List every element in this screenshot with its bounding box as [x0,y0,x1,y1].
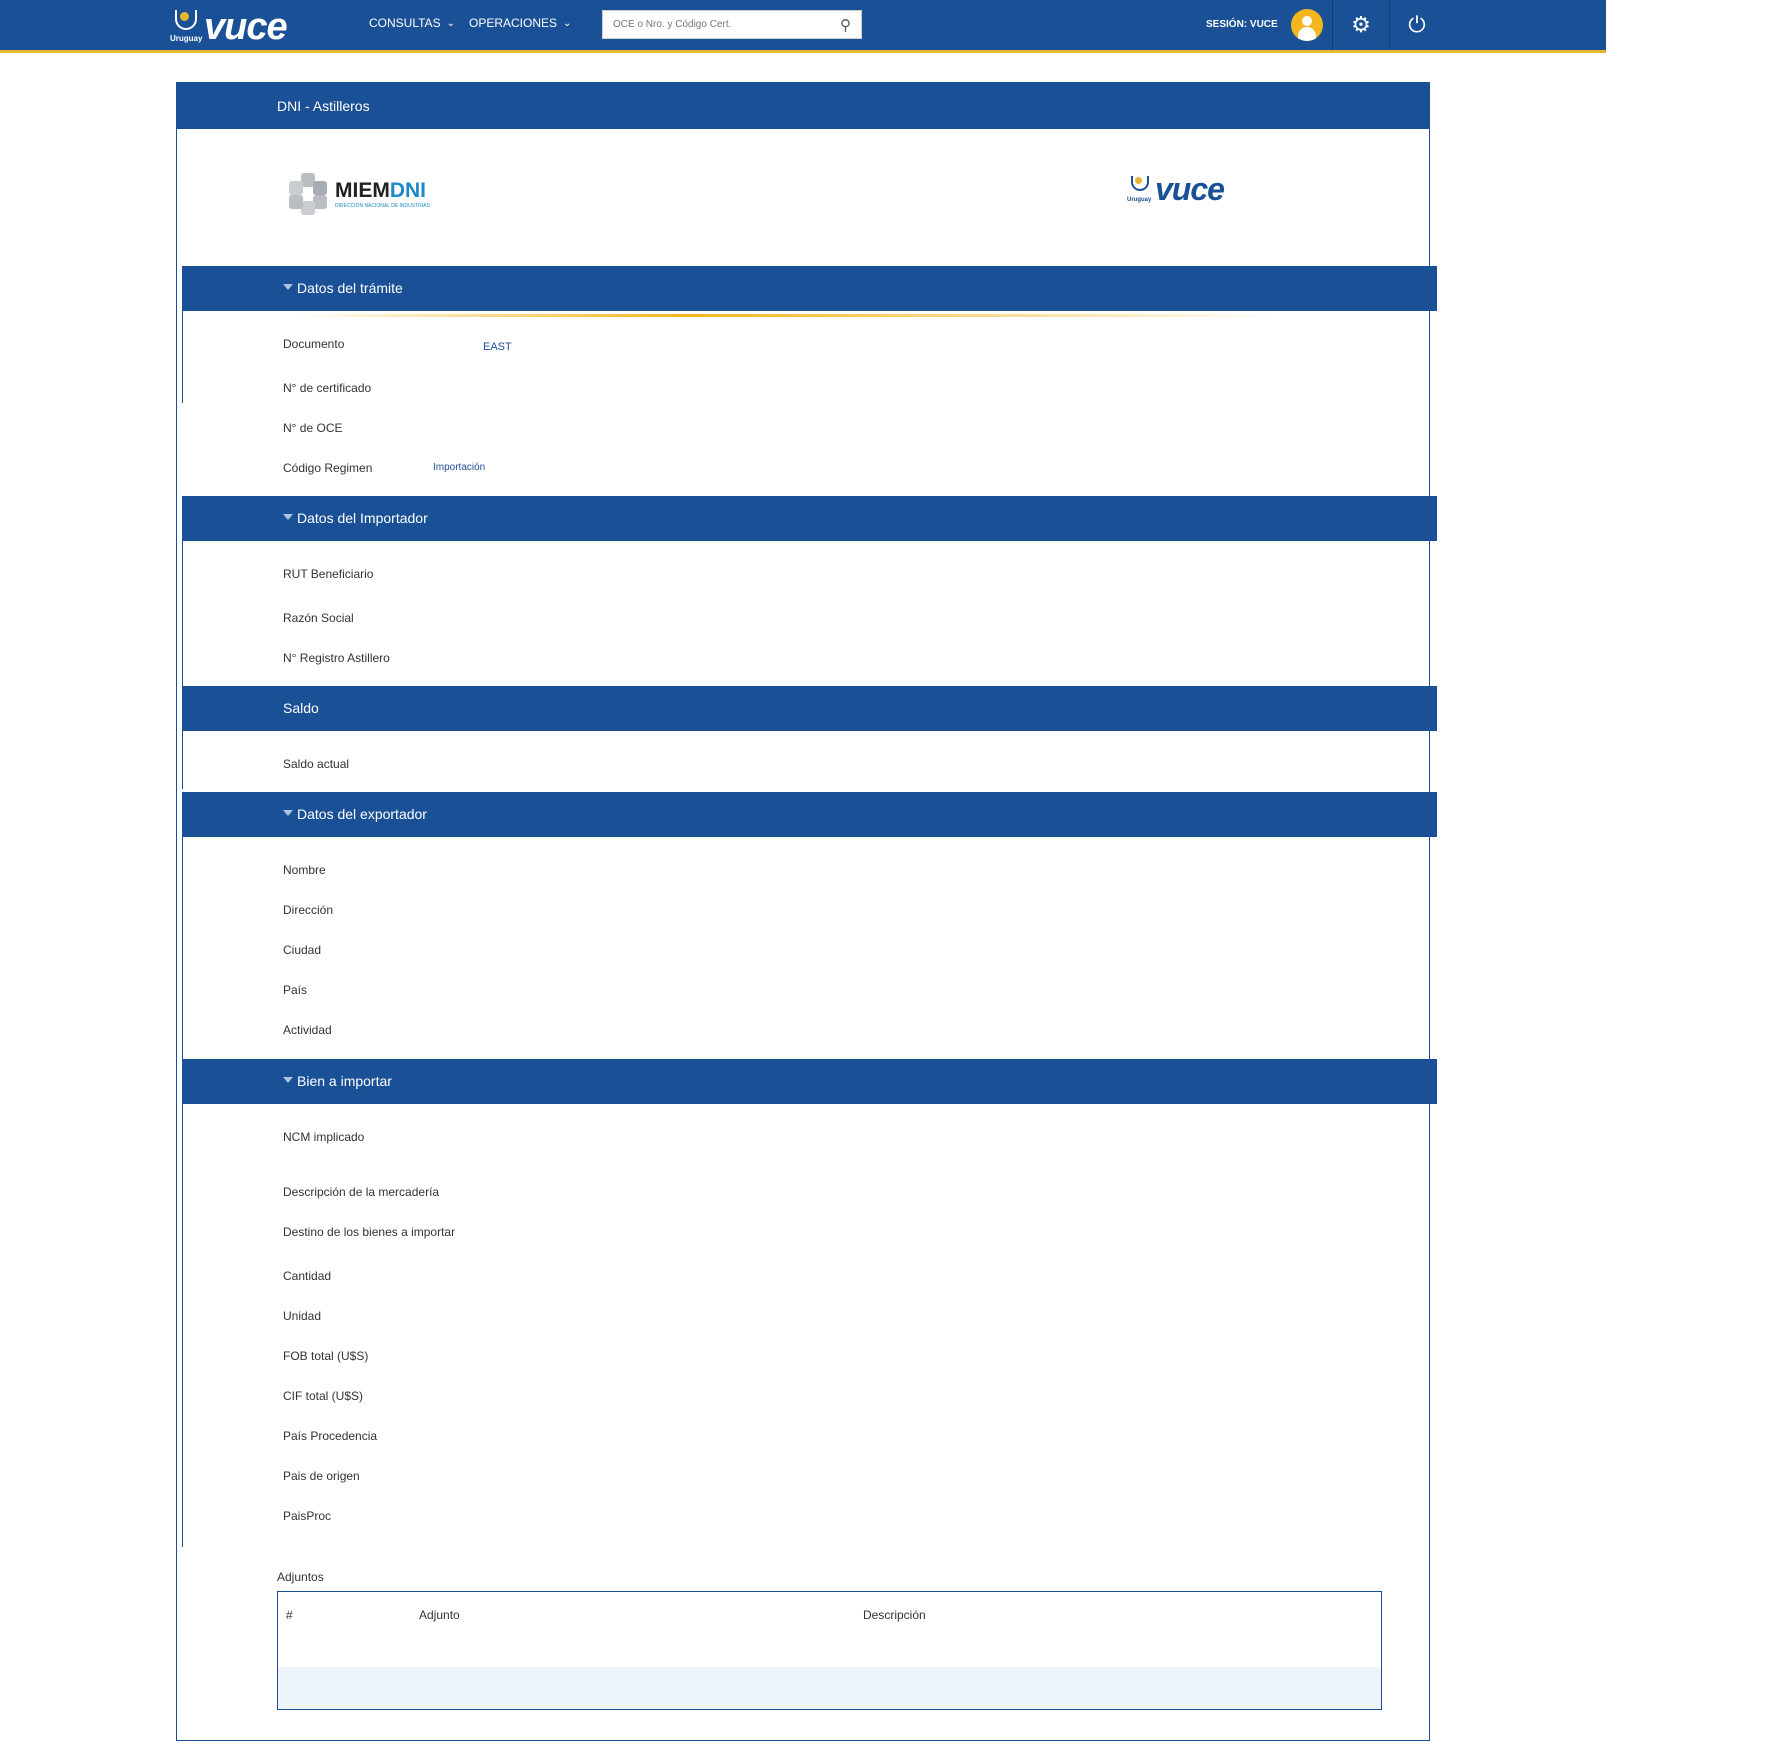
field-ncm-label: NCM implicado [283,1130,365,1144]
field-direccion-label: Dirección [283,903,334,917]
field-saldo-label: Saldo actual [283,757,350,771]
field-regimen-value: Importación [433,462,486,473]
column-header-number: # [286,1608,293,1622]
panel-title: DNI - Astilleros [277,98,370,114]
divider [182,1104,183,1547]
field-documento-value: EAST [483,341,512,353]
caret-down-icon [283,284,293,290]
section-bien-importar[interactable] [182,1059,1437,1104]
field-actividad-label: Actividad [283,1023,332,1037]
section-title: Datos del Importador [297,510,428,526]
field-paisproc-label: PaisProc [283,1509,332,1523]
divider [1389,0,1390,50]
session-label: SESIÓN: VUCE [1206,19,1278,30]
section-title: Bien a importar [297,1073,392,1089]
nav-operaciones[interactable] [469,16,571,30]
section-saldo [182,686,1437,731]
nav-consultas[interactable] [369,16,455,30]
search-box [602,10,862,39]
field-regimen-label: Código Regimen [283,461,373,475]
flower-icon [285,171,331,217]
miem-logo [285,171,430,217]
uruguay-sun-icon [170,6,203,46]
gear-icon[interactable]: ⚙ [1351,12,1371,37]
column-header-descripcion: Descripción [863,1608,926,1622]
divider [182,541,183,686]
field-fob-label: FOB total (U$S) [283,1349,369,1363]
banner-country: Uruguay [1127,197,1152,203]
section-datos-exportador[interactable] [182,792,1437,837]
agency-banner [285,171,1285,251]
power-icon[interactable]: ⏻ [1408,12,1426,37]
field-pais-label: País [283,983,308,997]
divider [182,837,183,1059]
field-oce-label: N° de OCE [283,421,343,435]
chevron-down-icon: ⌄ [446,17,455,29]
miem-subtitle: DIRECCIÓN NACIONAL DE INDUSTRIAS [335,203,430,209]
caret-down-icon [283,810,293,816]
section-title: Saldo [283,700,319,716]
banner-divider [295,314,1275,317]
attachments-label: Adjuntos [277,1570,324,1584]
field-documento-label: Documento [283,337,345,351]
column-header-adjunto: Adjunto [419,1608,460,1622]
logo-word: vuce [204,6,287,48]
attachments-table [277,1591,1382,1710]
avatar[interactable] [1291,9,1323,41]
field-razon-label: Razón Social [283,611,354,625]
divider [1332,0,1333,50]
search-input[interactable] [603,11,838,38]
divider [182,311,183,403]
vuce-logo[interactable] [172,6,287,46]
field-cantidad-label: Cantidad [283,1269,332,1283]
banner-vuce-word: vuce [1155,171,1224,207]
uruguay-sun-icon [1127,173,1152,205]
field-nombre-label: Nombre [283,863,326,877]
miem-title: MIEM [335,179,390,202]
divider [182,731,183,789]
vuce-banner-logo [1129,173,1224,205]
field-destino-label: Destino de los bienes a importar [283,1225,456,1239]
chevron-down-icon: ⌄ [563,17,572,29]
section-datos-importador[interactable] [182,496,1437,541]
field-cif-label: CIF total (U$S) [283,1389,364,1403]
field-descripcion-label: Descripción de la mercadería [283,1185,440,1199]
nav-consultas-label: CONSULTAS [369,16,441,30]
field-certificado-label: N° de certificado [283,381,372,395]
nav-operaciones-label: OPERACIONES [469,16,558,30]
field-registro-label: N° Registro Astillero [283,651,390,665]
dni-title: DNI [389,179,426,202]
search-icon[interactable]: ⚲ [840,17,851,34]
section-title: Datos del exportador [297,806,427,822]
field-ciudad-label: Ciudad [283,943,322,957]
field-procedencia-label: País Procedencia [283,1429,378,1443]
logo-country: Uruguay [170,34,203,43]
section-title: Datos del trámite [297,280,403,296]
field-rut-label: RUT Beneficiario [283,567,374,581]
section-datos-tramite[interactable] [182,266,1437,311]
top-navbar [0,0,1606,53]
field-unidad-label: Unidad [283,1309,322,1323]
caret-down-icon [283,514,293,520]
panel-header [177,83,1429,129]
table-row [278,1667,1381,1709]
field-origen-label: Pais de origen [283,1469,360,1483]
form-panel [176,82,1430,1741]
caret-down-icon [283,1077,293,1083]
